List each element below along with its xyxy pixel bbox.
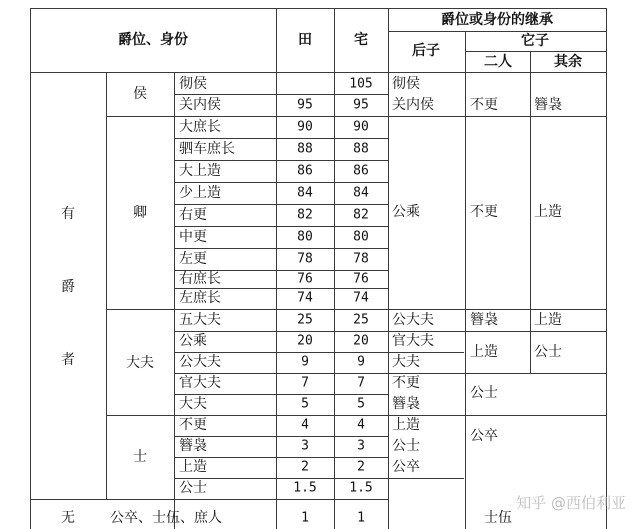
house-cell: 7 <box>357 375 365 391</box>
two-sons-cell: 簪袅 <box>470 312 498 328</box>
house-cell: 105 <box>349 76 373 92</box>
heir-cell: 彻侯 <box>392 76 420 92</box>
rank-cell: 上造 <box>179 459 207 475</box>
house-cell: 1.5 <box>349 480 373 496</box>
field-cell: 1 <box>301 510 309 526</box>
house-cell: 86 <box>353 163 369 179</box>
merged-two-sons-cell: 上造 <box>470 344 498 360</box>
field-cell: 20 <box>297 333 313 349</box>
rank-cell: 不更 <box>179 417 207 433</box>
qing-two-sons-cell: 不更 <box>470 204 498 220</box>
heir-cell: 公士 <box>392 438 420 454</box>
rank-cell: 官大夫 <box>179 375 221 391</box>
house-cell: 82 <box>353 207 369 223</box>
qing-remaining-sons-cell: 上造 <box>534 204 562 220</box>
house-cell: 78 <box>353 251 369 267</box>
field-cell: 3 <box>301 438 309 454</box>
group-label-jue: 爵 <box>61 279 75 295</box>
header-field: 田 <box>298 32 312 48</box>
header-other-sons: 它子 <box>521 33 549 49</box>
group-label-you: 有 <box>61 206 75 222</box>
rank-cell: 少上造 <box>179 185 221 201</box>
house-cell: 1 <box>357 510 365 526</box>
rank-cell: 大庶长 <box>179 119 221 135</box>
group-hou: 侯 <box>133 86 147 102</box>
group-wu: 无 <box>61 510 75 526</box>
header-heir: 后子 <box>412 43 440 59</box>
rank-cell: 左更 <box>179 251 207 267</box>
rank-cell: 大夫 <box>179 396 207 412</box>
rank-cell: 大上造 <box>179 163 221 179</box>
heir-cell: 公大夫 <box>392 312 434 328</box>
field-cell: 80 <box>297 229 313 245</box>
watermark-text: 知乎 @西伯利亚 <box>516 494 626 512</box>
header-inheritance: 爵位或身份的继承 <box>441 12 553 28</box>
field-cell: 74 <box>297 290 313 306</box>
rank-cell: 五大夫 <box>179 312 221 328</box>
group-shi: 士 <box>133 449 147 465</box>
house-cell: 20 <box>353 333 369 349</box>
field-cell: 88 <box>297 141 313 157</box>
field-cell: 1.5 <box>293 480 317 496</box>
rank-cell: 簪袅 <box>179 438 207 454</box>
field-cell: 25 <box>297 312 313 328</box>
remaining-sons-cell: 上造 <box>534 312 562 328</box>
header-rank-identity: 爵位、身份 <box>118 32 188 48</box>
merged-two-sons-cell: 公士 <box>470 385 498 401</box>
field-cell: 4 <box>301 417 309 433</box>
remaining-sons-cell: 簪袅 <box>534 97 562 113</box>
field-cell: 86 <box>297 163 313 179</box>
field-cell: 7 <box>301 375 309 391</box>
group-dafu: 大夫 <box>126 355 154 371</box>
house-cell: 9 <box>357 354 365 370</box>
heir-cell: 大夫 <box>392 354 420 370</box>
rank-cell: 公乘 <box>179 333 207 349</box>
rank-cell: 公士 <box>179 480 207 496</box>
group-label-zhe: 者 <box>61 352 75 368</box>
field-cell: 95 <box>297 97 313 113</box>
house-cell: 95 <box>353 97 369 113</box>
rank-cell: 公大夫 <box>179 354 221 370</box>
heir-cell: 公卒 <box>392 459 420 475</box>
merged-two-sons-cell: 公卒 <box>470 428 498 444</box>
group-qing: 卿 <box>133 205 147 221</box>
two-sons-cell: 不更 <box>470 97 498 113</box>
header-house: 宅 <box>354 32 368 48</box>
field-cell: 78 <box>297 251 313 267</box>
merged-remaining-sons-cell: 公士 <box>534 344 562 360</box>
house-cell: 90 <box>353 119 369 135</box>
heir-cell: 上造 <box>392 417 420 433</box>
house-cell: 3 <box>357 438 365 454</box>
field-cell: 2 <box>301 459 309 475</box>
field-cell: 76 <box>297 271 313 287</box>
header-remaining: 其余 <box>554 54 582 70</box>
house-cell: 84 <box>353 185 369 201</box>
field-cell: 84 <box>297 185 313 201</box>
house-cell: 2 <box>357 459 365 475</box>
rank-cell: 驷车庶长 <box>179 141 235 157</box>
heir-cell: 簪袅 <box>392 396 420 412</box>
house-cell: 25 <box>353 312 369 328</box>
bottom-two-sons-cell: 士伍 <box>484 510 512 526</box>
rank-cell: 右更 <box>179 207 207 223</box>
house-cell: 5 <box>357 396 365 412</box>
field-cell: 5 <box>301 396 309 412</box>
rank-cell: 中更 <box>179 229 207 245</box>
rank-cell: 公卒、士伍、庶人 <box>110 510 222 526</box>
qing-heir-cell: 公乘 <box>392 204 420 220</box>
heir-cell: 关内侯 <box>392 97 434 113</box>
house-cell: 74 <box>353 290 369 306</box>
house-cell: 4 <box>357 417 365 433</box>
heir-cell: 官大夫 <box>392 333 434 349</box>
rank-cell: 左庶长 <box>179 290 221 306</box>
rank-cell: 右庶长 <box>179 271 221 287</box>
field-cell: 9 <box>301 354 309 370</box>
rank-cell: 关内侯 <box>179 97 221 113</box>
house-cell: 88 <box>353 141 369 157</box>
house-cell: 80 <box>353 229 369 245</box>
field-cell: 90 <box>297 119 313 135</box>
rank-cell: 彻侯 <box>179 76 207 92</box>
header-two-persons: 二人 <box>484 54 512 70</box>
field-cell: 82 <box>297 207 313 223</box>
house-cell: 76 <box>353 271 369 287</box>
heir-cell: 不更 <box>392 375 420 391</box>
